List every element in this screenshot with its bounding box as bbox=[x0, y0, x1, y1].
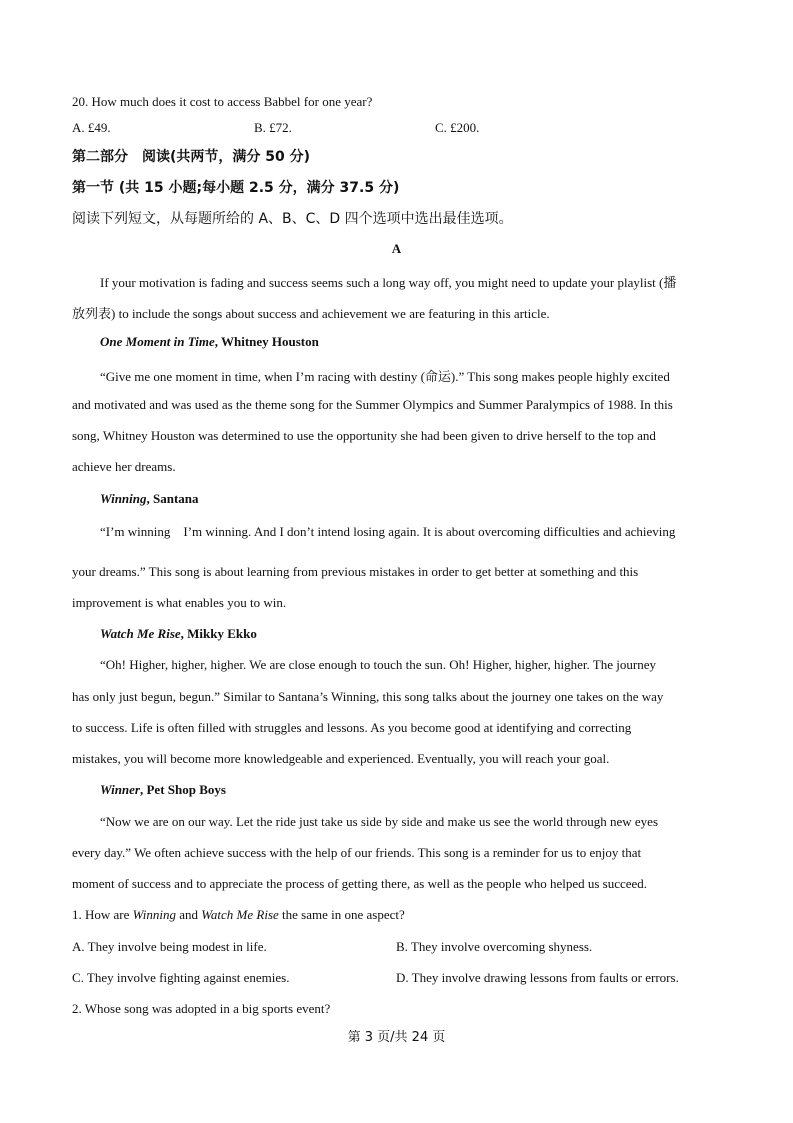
song3-line-2: has only just begun, begun.” Similar to Santana’s Winning, this song talks about the journey one takes on the way bbox=[72, 689, 664, 704]
song2-line-2: your dreams.” This song is about learning from previous mistakes in order to get better at something and this bbox=[72, 564, 639, 579]
q1-song-watch-me-rise: Watch Me Rise bbox=[201, 907, 279, 922]
song-name: One Moment in Time bbox=[100, 334, 215, 349]
passage-label: A bbox=[391, 241, 402, 256]
song-title-1 bbox=[100, 334, 319, 350]
song-artist: , Pet Shop Boys bbox=[139, 782, 226, 797]
part2-heading: 第二部分 阅读(共两节，满分 50 分) bbox=[72, 149, 311, 165]
page-number: 第 3 页/共 24 页 bbox=[347, 1030, 446, 1045]
section1-heading: 第一节 (共 15 小题;每小题 2.5 分，满分 37.5 分) bbox=[72, 180, 400, 196]
q20-option-a: A. £49. bbox=[72, 120, 111, 135]
song-artist: , Whitney Houston bbox=[214, 334, 319, 349]
song-title-3 bbox=[100, 626, 257, 642]
reading-instruction: 阅读下列短文，从每题所给的 A、B、C、D 四个选项中选出最佳选项。 bbox=[72, 211, 513, 227]
q1-stem-prefix: 1. How are bbox=[72, 907, 133, 922]
q1-option-c: C. They involve fighting against enemies. bbox=[72, 970, 290, 985]
song-name: Watch Me Rise bbox=[100, 626, 181, 641]
song-title-4 bbox=[100, 782, 226, 798]
q1-song-winning: Winning bbox=[132, 907, 176, 922]
q1-stem-mid: and bbox=[176, 907, 202, 922]
song-artist: , Santana bbox=[146, 491, 199, 506]
song3-line-1: “Oh! Higher, higher, higher. We are close enough to touch the sun. Oh! Higher, higher, higher. The journey bbox=[100, 657, 656, 672]
song4-line-2: every day.” We often achieve success with the help of our friends. This song is a reminder for us to enjoy that bbox=[72, 845, 642, 860]
song3-line-4: mistakes, you will become more knowledgeable and experienced. Eventually, you will reach your goal. bbox=[72, 751, 610, 766]
q1-option-a: A. They involve being modest in life. bbox=[72, 939, 267, 954]
song1-line-4: achieve her dreams. bbox=[72, 459, 176, 474]
intro-line-1: If your motivation is fading and success seems such a long way off, you might need to update your playlist (播 bbox=[100, 275, 677, 290]
q1-stem-suffix: the same in one aspect? bbox=[278, 907, 405, 922]
question-1-stem bbox=[72, 907, 405, 923]
intro-line-2: 放列表) to include the songs about success and achievement we are featuring in this article. bbox=[72, 306, 550, 321]
q20-option-b: B. £72. bbox=[254, 120, 292, 135]
q20-option-c: C. £200. bbox=[435, 120, 480, 135]
q1-option-d: D. They involve drawing lessons from faults or errors. bbox=[396, 970, 679, 985]
song-artist: , Mikky Ekko bbox=[180, 626, 257, 641]
song4-line-1: “Now we are on our way. Let the ride just take us side by side and make us see the world through new eyes bbox=[100, 814, 658, 829]
q1-option-b: B. They involve overcoming shyness. bbox=[396, 939, 593, 954]
song-name: Winning bbox=[100, 491, 147, 506]
song2-line-1: “I’m winning I’m winning. And I don’t intend losing again. It is about overcoming difficulties and achieving bbox=[100, 524, 676, 539]
question-2-stem: 2. Whose song was adopted in a big sports event? bbox=[72, 1001, 331, 1016]
song-name: Winner bbox=[100, 782, 140, 797]
song1-line-2: and motivated and was used as the theme song for the Summer Olympics and Summer Paralympics of 1988. In this bbox=[72, 397, 673, 412]
song-title-2 bbox=[100, 491, 199, 507]
song4-line-3: moment of success and to appreciate the process of getting there, as well as the people who helped us succeed. bbox=[72, 876, 648, 891]
song1-line-1: “Give me one moment in time, when I’m racing with destiny (命运).” This song makes people highly excited bbox=[100, 369, 670, 384]
song2-line-3: improvement is what enables you to win. bbox=[72, 595, 287, 610]
song3-line-3: to success. Life is often filled with struggles and lessons. As you become good at identifying and correcting bbox=[72, 720, 632, 735]
question-20-stem: 20. How much does it cost to access Babbel for one year? bbox=[72, 94, 373, 109]
song1-line-3: song, Whitney Houston was determined to use the opportunity she had been given to drive herself to the top and bbox=[72, 428, 656, 443]
